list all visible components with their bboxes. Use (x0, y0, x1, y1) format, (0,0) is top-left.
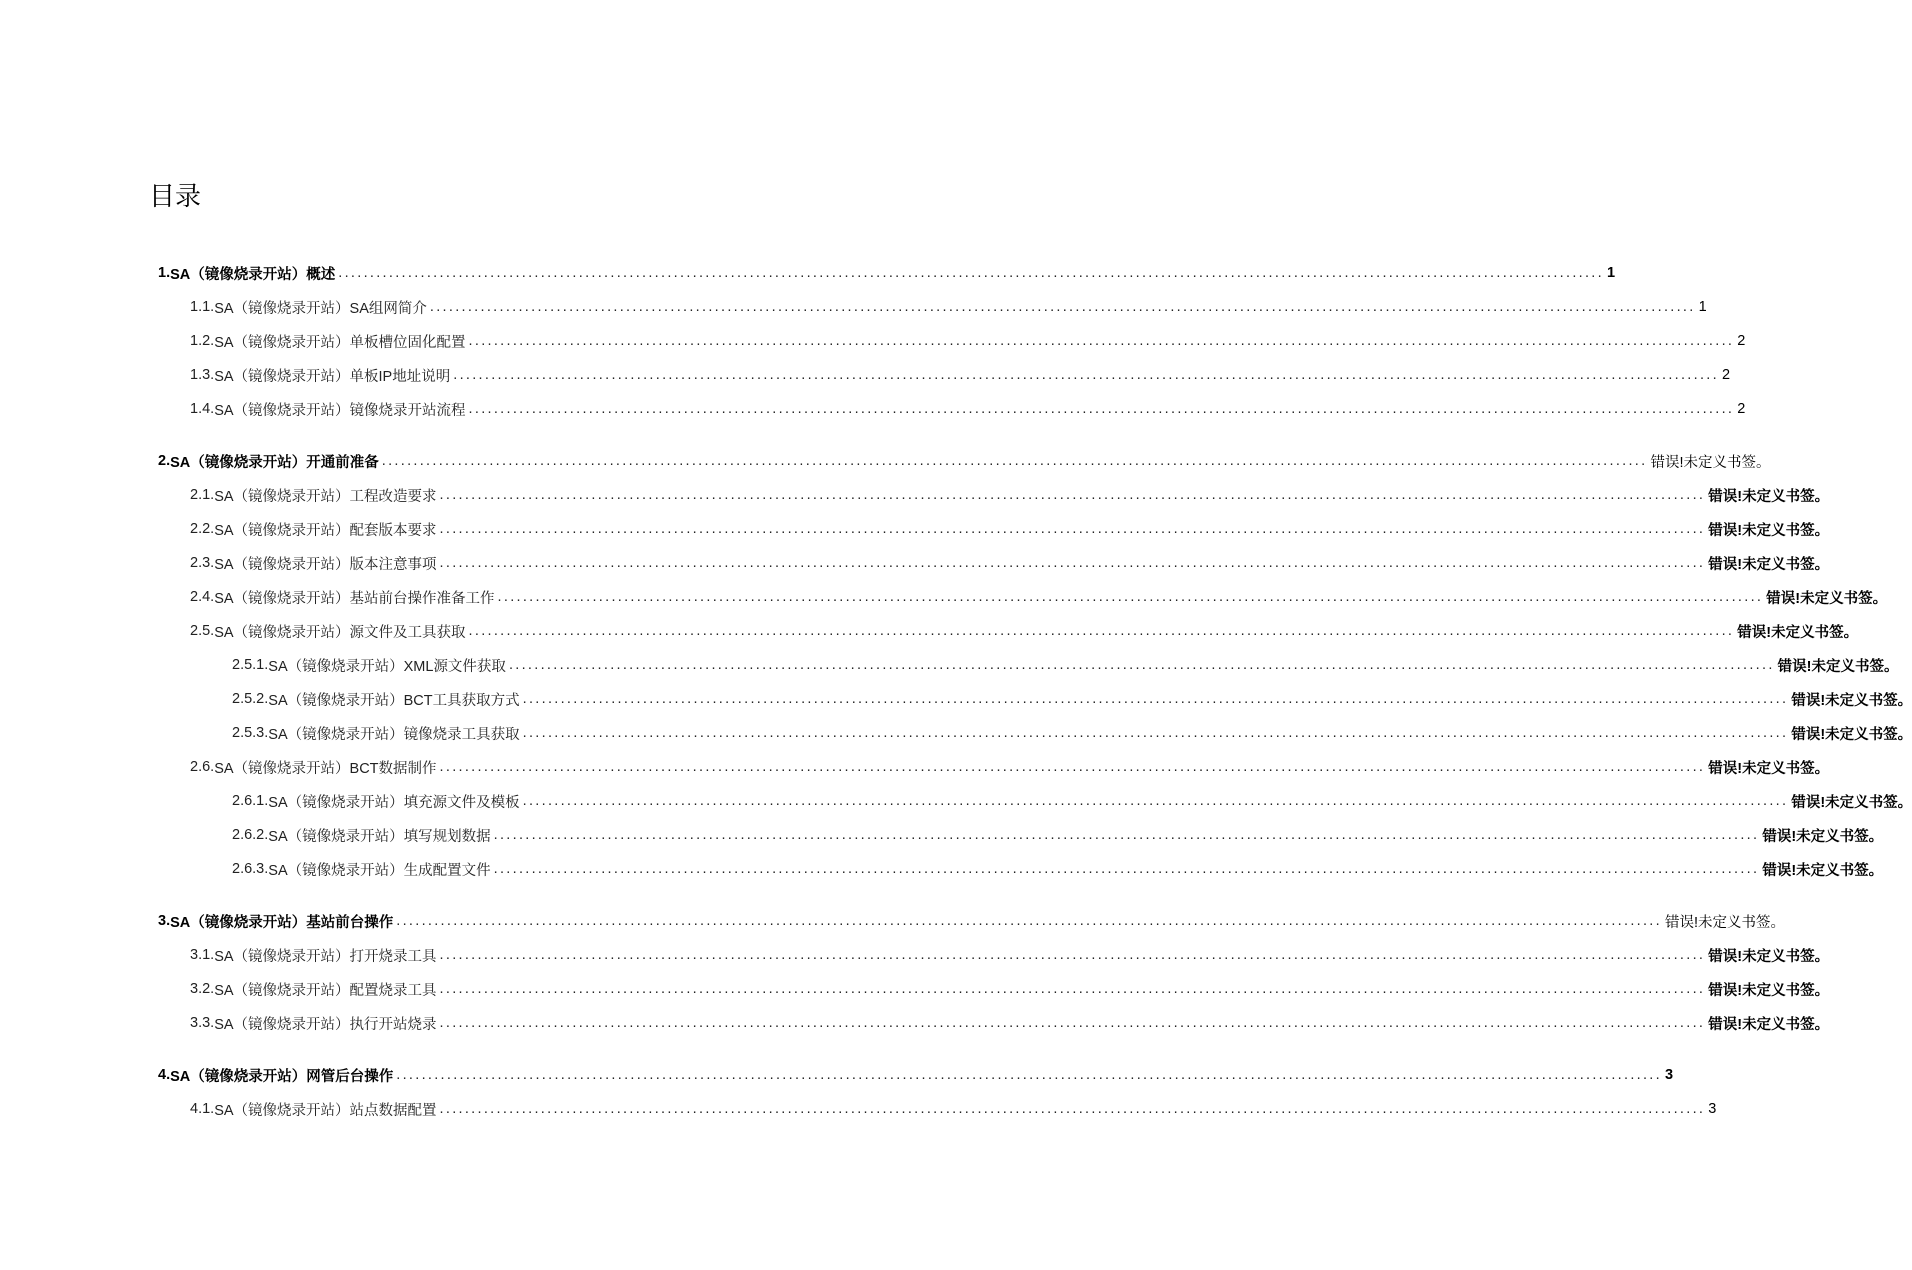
toc-entry-number: 2.5. (190, 623, 215, 639)
toc-entry[interactable] (0, 290, 1707, 324)
toc-entry-page: 错误!未定义书签。 (1791, 726, 1912, 743)
toc-entry[interactable] (0, 1058, 1674, 1092)
toc-entry-page: 错误!未定义书签。 (1762, 828, 1884, 845)
toc-leader-dots: ........................................................................................................................................................................................................ (468, 623, 1735, 639)
toc-entry-page: 2 (1737, 401, 1746, 417)
toc-leader-dots: ........................................................................................................................................................................................................ (508, 657, 1775, 673)
toc-leader-dots: ........................................................................................................................................................................................................ (497, 589, 1764, 605)
toc-entry-title[interactable]: SA（镜像烧录开站）生成配置文件 (268, 862, 491, 879)
toc-entry-number: 2.4. (190, 589, 215, 605)
toc-entry[interactable] (0, 972, 1830, 1006)
toc-entry-number: 2.5.3. (232, 725, 269, 741)
toc-leader-dots: ........................................................................................................................................................................................................ (522, 725, 1789, 741)
toc-leader-dots: ........................................................................................................................................................................................................ (439, 981, 1706, 997)
toc-leader-dots: ........................................................................................................................................................................................................ (439, 521, 1706, 537)
toc-entry-number: 2.5.2. (232, 691, 269, 707)
toc-entry[interactable] (0, 852, 1884, 886)
toc-entry-page: 错误!未定义书签。 (1708, 760, 1830, 777)
toc-entry-title[interactable]: SA（镜像烧录开站）开通前准备 (170, 454, 379, 471)
toc-entry-title[interactable]: SA（镜像烧录开站）XML源文件获取 (268, 658, 506, 675)
toc-entry[interactable] (0, 546, 1830, 580)
toc-entry[interactable] (0, 784, 1912, 818)
toc-entry[interactable] (0, 818, 1884, 852)
toc-leader-dots: ........................................................................................................................................................................................................ (468, 333, 1735, 349)
toc-entry-number: 1.4. (190, 401, 215, 417)
toc-entry[interactable] (0, 938, 1830, 972)
toc-entry-title[interactable]: SA（镜像烧录开站）网管后台操作 (170, 1068, 394, 1085)
toc-entry-number: 3. (158, 913, 171, 929)
toc-entry-page: 错误!未定义书签。 (1664, 914, 1785, 931)
toc-entry-title[interactable]: SA（镜像烧录开站）BCT数据制作 (214, 760, 437, 777)
toc-entry-title[interactable]: SA（镜像烧录开站）基站前台操作准备工作 (214, 590, 495, 607)
toc-entry-title[interactable]: SA（镜像烧录开站）填写规划数据 (268, 828, 491, 845)
toc-leader-dots: ........................................................................................................................................................................................................ (439, 487, 1706, 503)
toc-entry[interactable] (0, 904, 1785, 938)
toc-entry-title[interactable]: SA（镜像烧录开站）SA组网简介 (214, 300, 427, 317)
toc-entry[interactable] (0, 614, 1859, 648)
toc-entry-page: 错误!未定义书签。 (1791, 692, 1912, 709)
toc-entry-page: 错误!未定义书签。 (1777, 658, 1899, 675)
toc-entry[interactable] (0, 478, 1830, 512)
toc-entry[interactable] (0, 648, 1899, 682)
toc-leader-dots: ........................................................................................................................................................................................................ (493, 861, 1760, 877)
toc-entry-number: 2.3. (190, 555, 215, 571)
toc-entry-page: 1 (1606, 265, 1616, 281)
table-of-contents (0, 256, 1912, 1126)
toc-entry-number: 2. (158, 453, 171, 469)
toc-entry-title[interactable]: SA（镜像烧录开站）配置烧录工具 (214, 982, 437, 999)
toc-leader-dots: ........................................................................................................................................................................................................ (338, 265, 1604, 281)
toc-entry-page: 错误!未定义书签。 (1708, 948, 1830, 965)
toc-leader-dots: ........................................................................................................................................................................................................ (439, 1015, 1706, 1031)
toc-entry-number: 2.5.1. (232, 657, 269, 673)
toc-entry-number: 2.1. (190, 487, 215, 503)
toc-entry-number: 1.3. (190, 367, 215, 383)
toc-entry-title[interactable]: SA（镜像烧录开站）源文件及工具获取 (214, 624, 466, 641)
toc-leader-dots: ........................................................................................................................................................................................................ (439, 1101, 1706, 1117)
toc-entry-page: 错误!未定义书签。 (1708, 1016, 1830, 1033)
toc-entry-title[interactable]: SA（镜像烧录开站）打开烧录工具 (214, 948, 437, 965)
toc-entry-number: 3.3. (190, 1015, 215, 1031)
toc-leader-dots: ........................................................................................................................................................................................................ (439, 759, 1706, 775)
toc-entry-number: 4.1. (190, 1101, 215, 1117)
toc-entry-title[interactable]: SA（镜像烧录开站）单板IP地址说明 (214, 368, 451, 385)
toc-leader-dots: ........................................................................................................................................................................................................ (439, 947, 1706, 963)
toc-entry-title[interactable]: SA（镜像烧录开站）镜像烧录工具获取 (268, 726, 520, 743)
toc-entry[interactable] (0, 1092, 1717, 1126)
toc-entry-page: 错误!未定义书签。 (1650, 454, 1771, 471)
toc-leader-dots: ........................................................................................................................................................................................................ (522, 793, 1789, 809)
toc-entry-number: 1. (158, 265, 171, 281)
toc-entry-title[interactable]: SA（镜像烧录开站）填充源文件及模板 (268, 794, 520, 811)
toc-entry[interactable] (0, 444, 1771, 478)
toc-entry[interactable] (0, 716, 1912, 750)
toc-entry-page: 错误!未定义书签。 (1791, 794, 1912, 811)
toc-entry[interactable] (0, 682, 1912, 716)
toc-entry[interactable] (0, 512, 1830, 546)
toc-entry-title[interactable]: SA（镜像烧录开站）基站前台操作 (170, 914, 394, 931)
toc-leader-dots: ........................................................................................................................................................................................................ (396, 1067, 1662, 1083)
toc-entry-page: 错误!未定义书签。 (1708, 556, 1830, 573)
toc-entry-page: 2 (1721, 367, 1731, 383)
toc-entry[interactable] (0, 580, 1888, 614)
toc-entry-title[interactable]: SA（镜像烧录开站）镜像烧录开站流程 (214, 402, 466, 419)
toc-entry-number: 2.6.3. (232, 861, 269, 877)
toc-entry-number: 2.6.1. (232, 793, 269, 809)
toc-entry-page: 错误!未定义书签。 (1708, 982, 1830, 999)
page-title: 目录 (149, 182, 202, 212)
toc-leader-dots: ........................................................................................................................................................................................................ (381, 453, 1648, 469)
toc-entry-title[interactable]: SA（镜像烧录开站）概述 (170, 266, 336, 283)
toc-entry-page: 错误!未定义书签。 (1708, 488, 1830, 505)
toc-entry-number: 3.1. (190, 947, 215, 963)
toc-entry-number: 2.6.2. (232, 827, 269, 843)
toc-entry-number: 1.1. (190, 299, 215, 315)
toc-entry-page: 2 (1737, 333, 1746, 349)
toc-entry[interactable] (0, 358, 1731, 392)
toc-entry-number: 1.2. (190, 333, 215, 349)
toc-entry-title[interactable]: SA（镜像烧录开站）单板槽位固化配置 (214, 334, 466, 351)
toc-leader-dots: ........................................................................................................................................................................................................ (468, 401, 1735, 417)
toc-entry-page: 错误!未定义书签。 (1708, 522, 1830, 539)
toc-entry-title[interactable]: SA（镜像烧录开站）版本注意事项 (214, 556, 437, 573)
toc-leader-dots: ........................................................................................................................................................................................................ (453, 367, 1719, 383)
toc-entry-number: 2.2. (190, 521, 215, 537)
toc-entry-page: 3 (1708, 1101, 1717, 1117)
toc-entry-title[interactable]: SA（镜像烧录开站）执行开站烧录 (214, 1016, 437, 1033)
toc-leader-dots: ........................................................................................................................................................................................................ (522, 691, 1789, 707)
toc-entry-page: 1 (1698, 299, 1707, 315)
toc-entry-title[interactable]: SA（镜像烧录开站）配套版本要求 (214, 522, 437, 539)
toc-entry[interactable] (0, 324, 1746, 358)
toc-entry[interactable] (0, 392, 1746, 426)
toc-leader-dots: ........................................................................................................................................................................................................ (429, 299, 1696, 315)
toc-entry-page: 错误!未定义书签。 (1737, 624, 1859, 641)
toc-leader-dots: ........................................................................................................................................................................................................ (493, 827, 1760, 843)
toc-entry[interactable] (0, 750, 1830, 784)
toc-entry[interactable] (0, 1006, 1830, 1040)
toc-entry-page: 错误!未定义书签。 (1762, 862, 1884, 879)
toc-entry-title[interactable]: SA（镜像烧录开站）站点数据配置 (214, 1102, 437, 1119)
toc-entry-number: 2.6. (190, 759, 215, 775)
toc-entry-number: 3.2. (190, 981, 215, 997)
toc-entry-page: 错误!未定义书签。 (1766, 590, 1888, 607)
toc-entry-number: 4. (158, 1067, 171, 1083)
toc-entry[interactable] (0, 256, 1616, 290)
toc-entry-title[interactable]: SA（镜像烧录开站）工程改造要求 (214, 488, 437, 505)
toc-leader-dots: ........................................................................................................................................................................................................ (439, 555, 1706, 571)
toc-entry-page: 3 (1664, 1067, 1674, 1083)
toc-entry-title[interactable]: SA（镜像烧录开站）BCT工具获取方式 (268, 692, 520, 709)
toc-leader-dots: ........................................................................................................................................................................................................ (396, 913, 1662, 929)
